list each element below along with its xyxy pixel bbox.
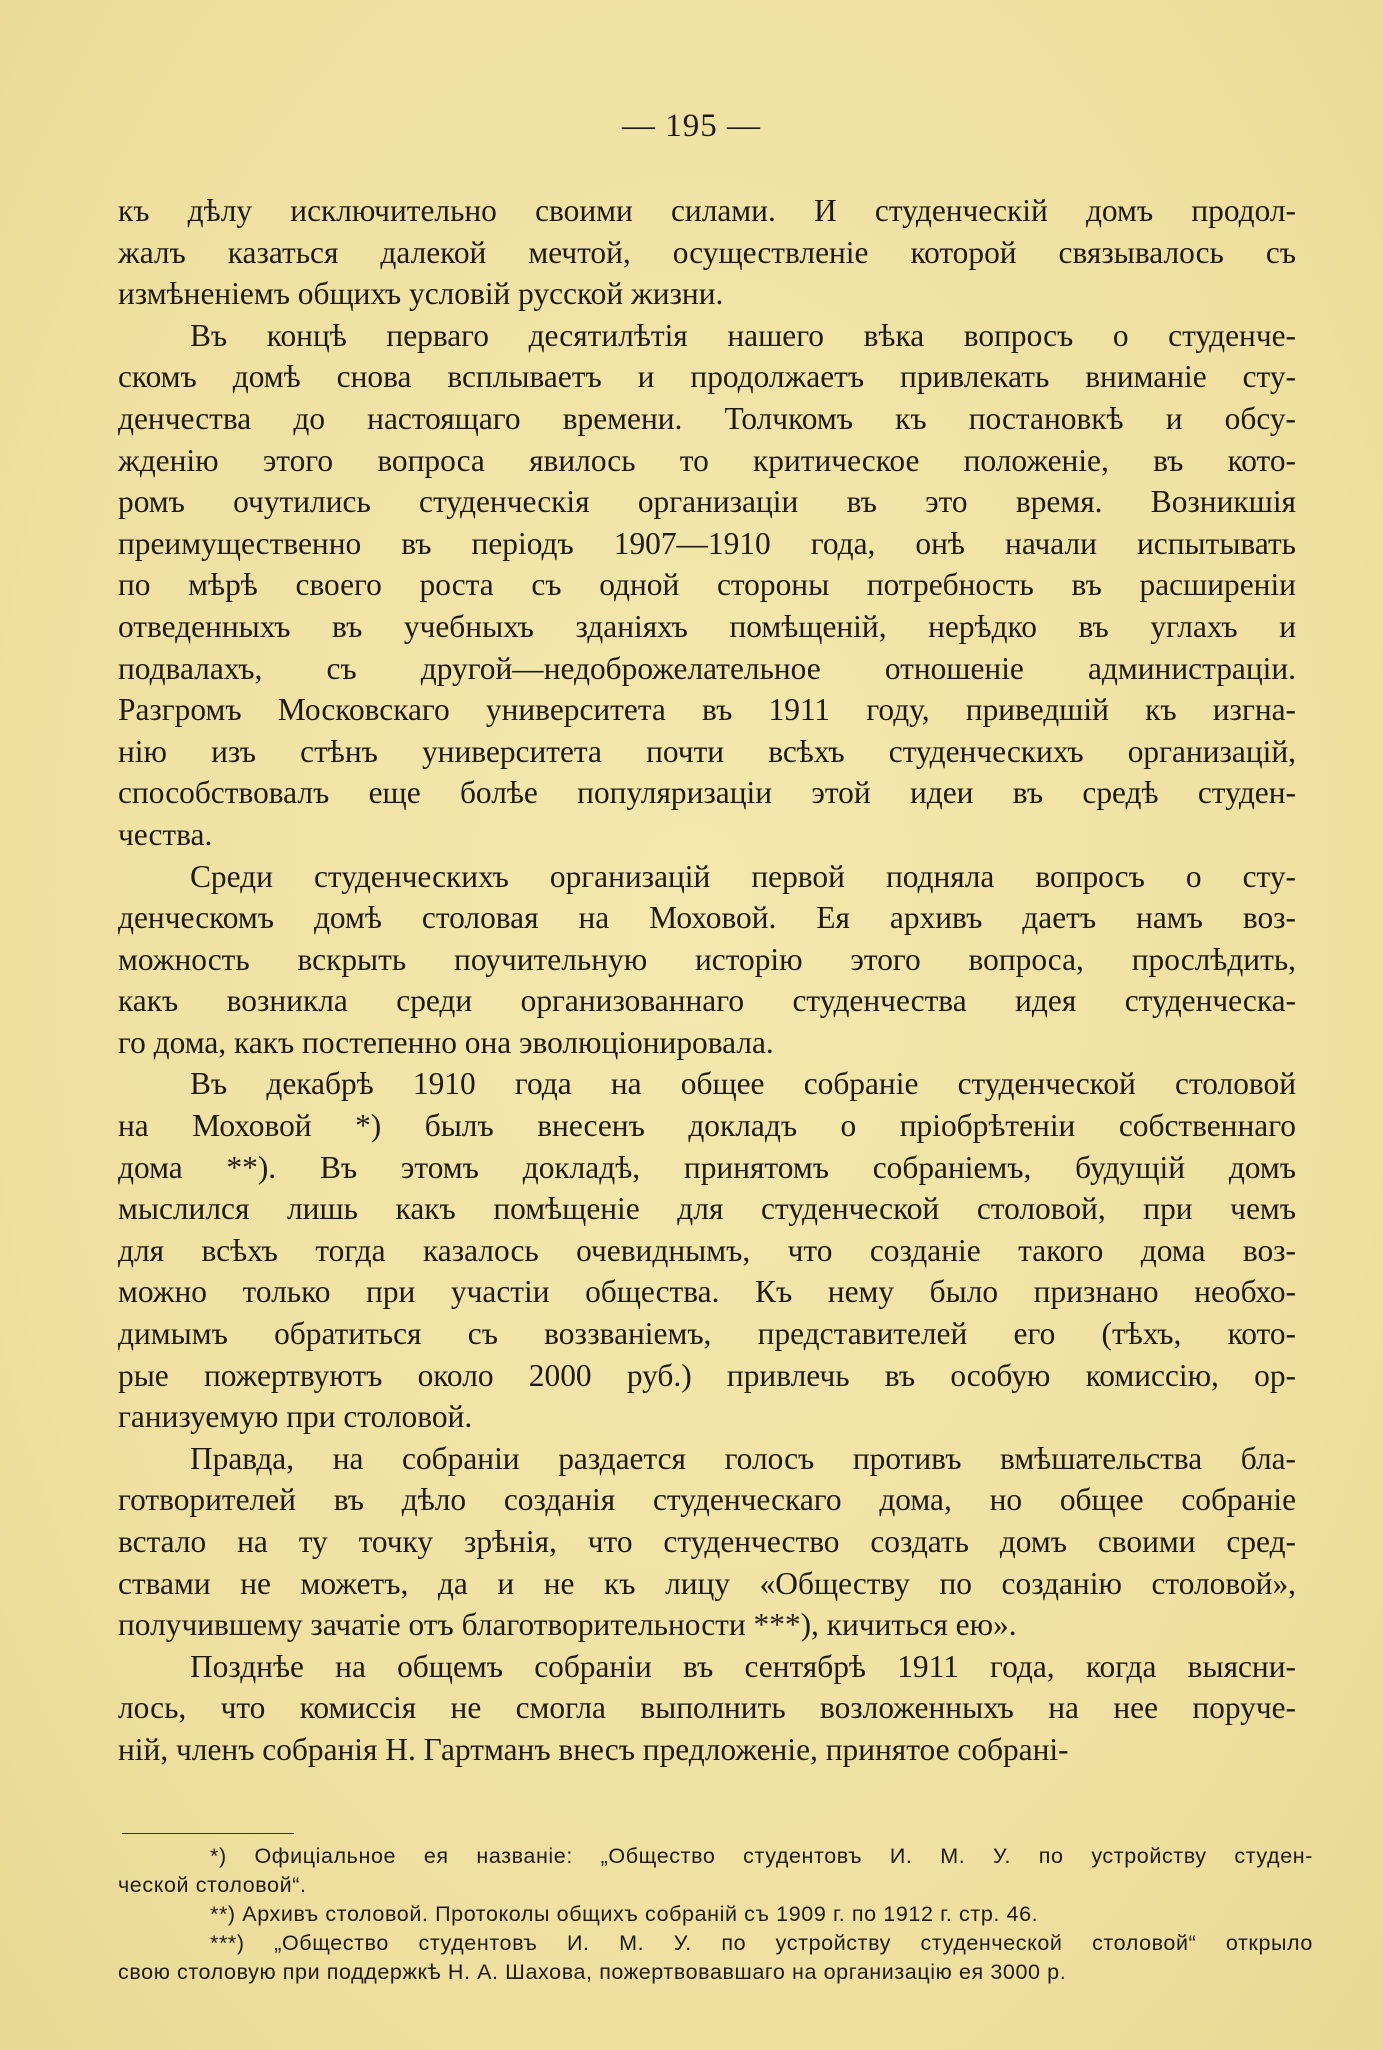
text-line: Разгромъ Московскаго университета въ 1911 году, приведшій къ изгна- <box>118 692 1296 728</box>
paragraph <box>118 1438 1296 1646</box>
text-line: ствами не можетъ, да и не къ лицу «Обществу по созданію столовой», <box>118 1565 1296 1601</box>
main-text <box>118 190 1296 1771</box>
text-line: отведенныхъ въ учебныхъ зданіяхъ помѣщеній, нерѣдко въ углахъ и <box>118 608 1296 644</box>
text-line: преимущественно въ періодъ 1907—1910 года, онѣ начали испытывать <box>118 525 1296 561</box>
text-line: подвалахъ, съ другой—недоброжелательное отношеніе администраціи. <box>118 650 1296 686</box>
paragraph <box>118 856 1296 1064</box>
text-line: измѣненіемъ общихъ условій русской жизни. <box>118 276 724 312</box>
text-line: жалъ казаться далекой мечтой, осуществленіе которой связывалось съ <box>118 234 1296 270</box>
footnote-line: ***) „Общество студентовъ И. М. У. по устройству студенческой столовой“ открыло <box>210 1931 1313 1955</box>
footnote-divider <box>122 1833 294 1834</box>
text-line: готворителей въ дѣло созданія студенческаго дома, но общее собраніе <box>118 1482 1296 1518</box>
text-line: Въ декабрѣ 1910 года на общее собраніе студенческой столовой <box>190 1066 1296 1102</box>
text-line: ганизуемую при столовой. <box>118 1399 473 1435</box>
text-line: можность вскрыть поучительную исторію этого вопроса, прослѣдить, <box>118 941 1296 977</box>
paragraph <box>118 1063 1296 1437</box>
text-line: для всѣхъ тогда казалось очевиднымъ, что созданіе такого дома воз- <box>118 1232 1296 1268</box>
footnotes <box>118 1842 1313 1987</box>
text-line: Позднѣе на общемъ собраніи въ сентябрѣ 1911 года, когда выясни- <box>190 1648 1296 1684</box>
text-line: Въ концѣ перваго десятилѣтія нашего вѣка вопросъ о студенче- <box>190 317 1296 353</box>
footnote <box>118 1929 1313 1987</box>
text-line: жденію этого вопроса явилось то критическое положеніе, въ кото- <box>118 442 1296 478</box>
text-line: можно только при участіи общества. Къ нему было признано необхо- <box>118 1274 1296 1310</box>
text-line: ромъ очутились студенческія организаціи въ это время. Возникшія <box>118 484 1296 520</box>
paragraph <box>118 190 1296 315</box>
paragraph <box>118 1646 1296 1771</box>
text-line: дома **). Въ этомъ докладѣ, принятомъ собраніемъ, будущій домъ <box>118 1149 1296 1185</box>
text-line: къ дѣлу исключительно своими силами. И студенческій домъ продол- <box>118 193 1296 228</box>
footnote <box>118 1842 1313 1900</box>
text-line: на Моховой *) былъ внесенъ докладъ о пріобрѣтеніи собственнаго <box>118 1108 1296 1144</box>
footnote-line: **) Архивъ столовой. Протоколы общихъ собраній съ 1909 г. по 1912 г. стр. 46. <box>210 1902 1039 1926</box>
text-line: чества. <box>118 816 213 852</box>
text-line: скомъ домѣ снова всплываетъ и продолжаетъ привлекать вниманіе сту- <box>118 359 1296 395</box>
text-line: лось, что комиссія не смогла выполнить возложенныхъ на нее поруче- <box>118 1690 1296 1726</box>
footnote-line: свою столовую при поддержкѣ Н. А. Шахова, пожертвовавшаго на организацію ея 3000 р. <box>118 1960 1067 1984</box>
text-line: Правда, на собраніи раздается голосъ противъ вмѣшательства бла- <box>190 1440 1296 1476</box>
text-line: рые пожертвуютъ около 2000 руб.) привлечь въ особую комиссію, ор- <box>118 1357 1296 1393</box>
text-line: нію изъ стѣнъ университета почти всѣхъ студенческихъ организацій, <box>118 733 1296 769</box>
text-line: по мѣрѣ своего роста съ одной стороны потребность въ расширеніи <box>118 567 1296 603</box>
text-line: ній, членъ собранія Н. Гартманъ внесъ предложеніе, принятое собрані- <box>118 1731 1069 1767</box>
text-line: денчества до настоящаго времени. Толчкомъ къ постановкѣ и обсу- <box>118 400 1296 436</box>
text-line: Среди студенческихъ организацій первой подняла вопросъ о сту- <box>190 858 1296 894</box>
text-line: способствовалъ еще болѣе популяризаціи этой идеи въ средѣ студен- <box>118 775 1296 811</box>
text-line: встало на ту точку зрѣнія, что студенчество создать домъ своими сред- <box>118 1524 1296 1559</box>
text-line: получившему зачатіе отъ благотворительности ***), кичиться ею». <box>118 1607 1017 1643</box>
text-line: димымъ обратиться съ воззваніемъ, представителей его (тѣхъ, кото- <box>118 1316 1296 1352</box>
text-line: какъ возникла среди организованнаго студенчества идея студенческа- <box>118 983 1296 1019</box>
footnote-line: *) Офиціальное ея названіе: „Общество студентовъ И. М. У. по устройству студен- <box>210 1844 1313 1868</box>
text-line: мыслился лишь какъ помѣщеніе для студенческой столовой, при чемъ <box>118 1191 1296 1227</box>
page-number: — 195 — <box>622 108 761 144</box>
text-line: го дома, какъ постепенно она эволюціонировала. <box>118 1024 774 1060</box>
footnote-line: ческой столовой“. <box>118 1873 307 1897</box>
footnote <box>118 1900 1313 1929</box>
text-line: денческомъ домѣ столовая на Моховой. Ея архивъ даетъ намъ воз- <box>118 900 1296 936</box>
paragraph <box>118 315 1296 856</box>
